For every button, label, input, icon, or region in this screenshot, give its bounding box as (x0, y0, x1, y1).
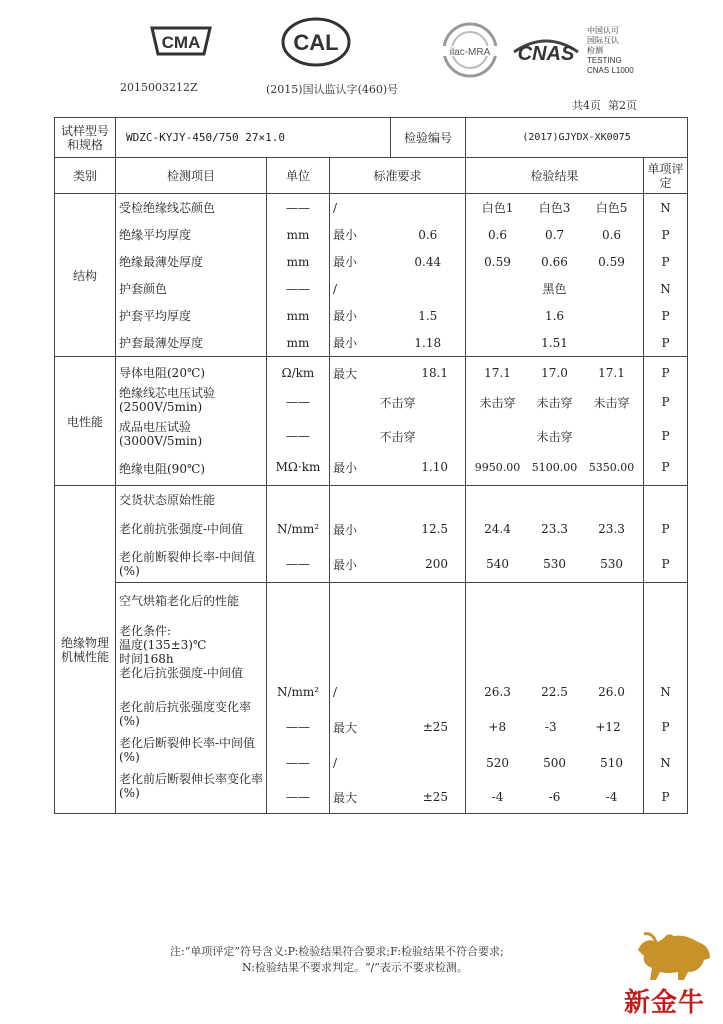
test-report-table (54, 117, 688, 814)
std-op: 最小 (333, 336, 358, 350)
cal-cert-number: (2015)国认监认字(460)号 (266, 83, 399, 96)
result-value: 1.6 (544, 308, 565, 323)
item-text: 老化后断裂伸长率-中间值(%) (119, 736, 256, 764)
std-pair: 最小 1.10 (333, 460, 449, 475)
std-val (394, 194, 463, 221)
unit-text: —— (286, 281, 310, 296)
electrical-section (55, 357, 688, 486)
cal-logo (280, 16, 352, 68)
item-text: 护套颜色 (119, 282, 168, 296)
category-electrical: 电性能 (55, 357, 116, 486)
electrical-units (267, 357, 330, 486)
aging-condition-label: 老化条件: (119, 624, 172, 638)
structure-std-val (391, 194, 466, 357)
report-number-label: 检验编号 (391, 118, 466, 158)
result-value: 0.66 (541, 254, 568, 269)
item-text: 护套平均厚度 (119, 309, 192, 323)
item-text: 老化前断裂伸长率-中间值(%) (119, 550, 256, 578)
col-standard: 标准要求 (330, 158, 466, 194)
item-text: 受检绝缘线芯颜色 (119, 201, 216, 215)
unit-text: Ω/km (281, 366, 315, 380)
structure-std-op (330, 194, 391, 357)
mechanical-b-standards: / 最大 ±25 / 最大 ±25 (330, 583, 466, 814)
mechanical-b-results: 26.3 22.5 26.0 +8 -3 +12 520 500 510 -4 -6 -4 (466, 583, 644, 814)
footer-note: 注:“单项评定”符号含义:P:检验结果符合要求;F:检验结果不符合要求; N:检验结果不要求判定。“/”表示不要求检测。 (170, 945, 504, 974)
std-pair: 最大 18.1 (333, 366, 449, 381)
std-op: 最小 (333, 255, 358, 269)
cnas-side-text: 中国认可 国际互认 检测 TESTING CNAS L1000 (587, 26, 634, 75)
mechanical-b-units: N/mm² —— —— —— (267, 583, 330, 814)
svg-text:ilac-MRA: ilac-MRA (449, 47, 491, 58)
std-op: / (333, 200, 338, 215)
item-text: 绝缘平均厚度 (119, 228, 192, 242)
item-text: 绝缘电阻(90℃) (119, 461, 206, 476)
ilac-mra-logo (438, 22, 502, 82)
electrical-items (116, 357, 267, 486)
std-val (394, 275, 463, 302)
item-text: 老化前后抗张强度变化率(%) (119, 700, 252, 728)
bull-logo-icon (634, 928, 714, 982)
electrical-verdicts: P P P P (644, 357, 688, 486)
col-unit: 单位 (267, 158, 330, 194)
category-structure: 结构 (55, 194, 116, 357)
verdict: P (661, 227, 670, 242)
category-mechanical: 绝缘物理机械性能 (55, 486, 116, 814)
std-op: / (333, 281, 338, 296)
std-op: 最小 (333, 309, 358, 323)
result-value: 1.51 (541, 335, 568, 350)
item-text: 导体电阻(20℃) (119, 365, 206, 380)
column-header-row (55, 158, 688, 194)
result-value: 0.7 (544, 227, 565, 242)
electrical-results (466, 357, 644, 486)
aging-time: 时间168h (119, 652, 174, 666)
page-indicator: 共4页 第2页 (572, 99, 637, 112)
brand-name: 新金牛 (624, 988, 706, 1018)
verdict: P (661, 308, 670, 323)
std-val: 0.6 (418, 227, 438, 242)
mechanical-b-items (116, 583, 267, 814)
unit-text: MΩ·km (275, 460, 321, 474)
std-op: 最小 (333, 228, 358, 242)
mechanical-a-items (116, 486, 267, 583)
sample-label: 试样型号和规格 (55, 118, 116, 158)
verdict: P (661, 254, 670, 269)
result-value: 0.6 (487, 227, 508, 242)
unit-text: —— (286, 395, 310, 409)
mechanical-a-units: N/mm² —— (267, 486, 330, 583)
unit-text: —— (286, 200, 310, 215)
std-text: 不击穿 (379, 429, 416, 444)
cnas-logo (508, 28, 584, 72)
item-text: 成品电压试验 (3000V/5min) (119, 420, 203, 448)
electrical-standards (330, 357, 466, 486)
result-value: 白色1 (481, 201, 514, 215)
item-text: 绝缘最薄处厚度 (119, 255, 204, 269)
svg-text:CAL: CAL (293, 30, 339, 55)
mechanical-b-verdicts: N P N P (644, 583, 688, 814)
unit-text: mm (286, 227, 310, 242)
col-verdict: 单项评定 (644, 158, 688, 194)
cma-cert-number: 2015003212Z (120, 81, 198, 94)
item-text: 老化前后断裂伸长率变化率(%) (119, 772, 264, 800)
result-value: 0.59 (598, 254, 625, 269)
unit-text: mm (286, 335, 310, 350)
result-triple: 未击穿 未击穿 未击穿 (479, 395, 630, 410)
col-category: 类别 (55, 158, 116, 194)
verdict: P (661, 335, 670, 350)
sample-info-row (55, 118, 688, 158)
result-value: 白色3 (538, 201, 571, 215)
col-item: 检测项目 (116, 158, 267, 194)
structure-items (116, 194, 267, 357)
result-value: 未击穿 (536, 429, 573, 444)
item-text: 老化后抗张强度-中间值 (119, 666, 244, 680)
result-triple (469, 221, 640, 248)
result-triple (469, 194, 640, 221)
result-triple: 17.1 17.0 17.1 (484, 366, 625, 380)
unit-text: —— (286, 429, 310, 443)
verdict: N (660, 281, 671, 296)
result-value: 白色5 (595, 201, 628, 215)
aging-temp: 温度(135±3)℃ (119, 638, 207, 652)
svg-text:CNAS: CNAS (517, 43, 575, 65)
mechanical-a-results: 24.4 23.3 23.3 540 530 530 (466, 486, 644, 583)
item-text: 护套最薄处厚度 (119, 336, 204, 350)
unit-text: mm (286, 254, 310, 269)
structure-results (466, 194, 644, 357)
structure-section (55, 194, 688, 357)
mechanical-a-verdicts: P P (644, 486, 688, 583)
cma-logo (148, 24, 214, 58)
item-text: 老化前抗张强度-中间值 (119, 522, 244, 536)
result-value: 黑色 (542, 282, 567, 296)
result-value: 0.59 (484, 254, 511, 269)
result-triple (469, 248, 640, 275)
subsection-heading: 空气烘箱老化后的性能 (119, 594, 240, 608)
mechanical-a-standards: 最小 12.5 最小 200 (330, 486, 466, 583)
std-val: 1.18 (414, 335, 442, 350)
std-val: 0.44 (414, 254, 442, 269)
structure-verdicts (644, 194, 688, 357)
result-triple: 9950.00 5100.00 5350.00 (474, 460, 635, 474)
subsection-heading: 交货状态原始性能 (119, 492, 216, 507)
std-text: 不击穿 (379, 395, 416, 410)
mechanical-section-a (55, 486, 688, 583)
col-result: 检验结果 (466, 158, 644, 194)
unit-text: mm (286, 308, 310, 323)
sample-spec: WDZC-KYJY-450/750 27×1.0 (116, 118, 391, 158)
verdict: N (660, 200, 671, 215)
report-number: (2017)GJYDX-XK0075 (466, 118, 688, 158)
structure-units (267, 194, 330, 357)
mechanical-section-b (55, 583, 688, 814)
item-text: 绝缘线芯电压试验 (2500V/5min) (119, 386, 216, 414)
result-value: 0.6 (601, 227, 622, 242)
std-val: 1.5 (418, 308, 438, 323)
svg-text:CMA: CMA (161, 33, 201, 52)
